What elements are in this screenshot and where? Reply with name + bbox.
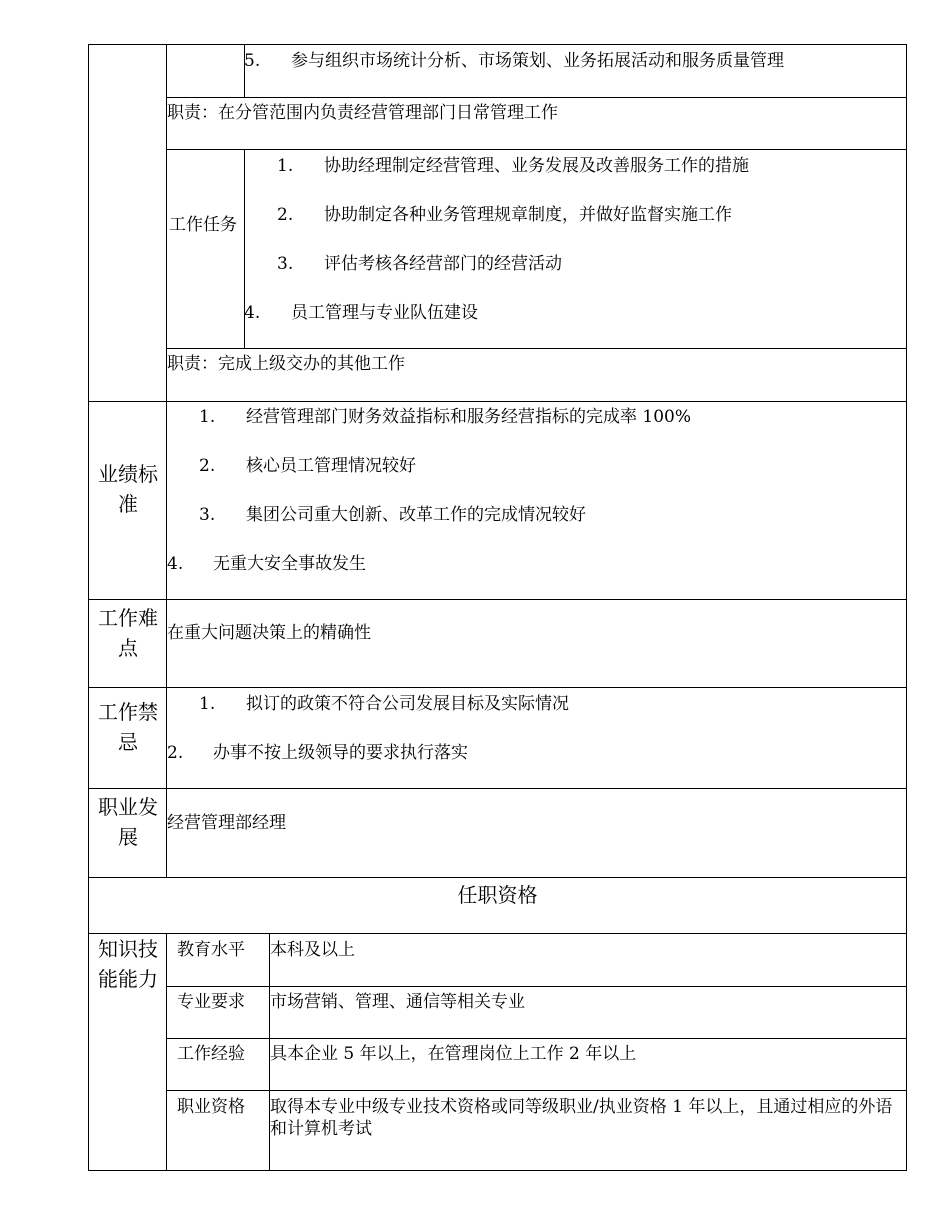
qualification-row-value: 取得本专业中级专业技术资格或同等级职业/执业资格 1 年以上，且通过相应的外语和计算机考试 [270, 1097, 893, 1139]
taboo-number: 2. [167, 743, 184, 763]
taboo-number: 1. [199, 694, 216, 714]
performance-number: 2. [199, 456, 216, 476]
qualification-row-value: 市场营销、管理、通信等相关专业 [270, 992, 525, 1012]
performance-number: 4. [167, 554, 184, 574]
task-number: 1. [277, 156, 294, 176]
label-column-divider-2 [166, 934, 167, 1171]
qualification-title: 任职资格 [457, 883, 538, 907]
row-divider [88, 599, 907, 600]
row-divider [166, 1090, 907, 1091]
table-border-bottom [88, 1170, 907, 1171]
qualification-row-label: 专业要求 [177, 992, 245, 1012]
task-text: 协助经理制定经营管理、业务发展及改善服务工作的措施 [324, 156, 749, 176]
row-divider [166, 97, 907, 98]
row-divider [88, 933, 907, 934]
task-number: 3. [277, 254, 294, 274]
taboo-label: 工作禁忌 [98, 700, 158, 754]
qualification-group-label: 知识技能能力 [98, 937, 158, 991]
task-label: 工作任务 [169, 215, 237, 235]
qualification-row-label: 职业资格 [177, 1097, 245, 1117]
row-divider [88, 687, 907, 688]
task-5-text: 参与组织市场统计分析、市场策划、业务拓展活动和服务质量管理 [291, 51, 784, 71]
career-label: 职业发展 [98, 795, 158, 849]
qualification-row-value: 本科及以上 [270, 940, 355, 960]
row-divider [166, 986, 907, 987]
table-border-right [906, 44, 907, 1171]
task-5-number: 5. [244, 51, 261, 71]
table-border-left [88, 44, 89, 1171]
task-number: 4. [244, 303, 261, 323]
taboo-item: 拟订的政策不符合公司发展目标及实际情况 [246, 694, 569, 714]
row-divider [88, 877, 907, 878]
task-text: 协助制定各种业务管理规章制度，并做好监督实施工作 [324, 205, 732, 225]
task-text: 评估考核各经营部门的经营活动 [324, 254, 562, 274]
qualification-row-value: 具本企业 5 年以上，在管理岗位上工作 2 年以上 [270, 1044, 637, 1064]
difficulty-label: 工作难点 [98, 606, 158, 660]
qualification-row-label: 教育水平 [177, 940, 245, 960]
performance-label: 业绩标准 [98, 462, 158, 516]
task-text: 员工管理与专业队伍建设 [291, 303, 478, 323]
performance-item: 无重大安全事故发生 [213, 554, 366, 574]
difficulty-text: 在重大问题决策上的精确性 [167, 623, 371, 643]
performance-item: 经营管理部门财务效益指标和服务经营指标的完成率 100% [246, 407, 692, 427]
performance-item: 集团公司重大创新、改革工作的完成情况较好 [246, 505, 586, 525]
performance-item: 核心员工管理情况较好 [246, 456, 416, 476]
duty-text: 职责：完成上级交办的其他工作 [167, 354, 405, 374]
row-divider [88, 401, 907, 402]
qualification-row-label: 工作经验 [177, 1044, 245, 1064]
taboo-item: 办事不按上级领导的要求执行落实 [213, 743, 468, 763]
row-divider [166, 149, 907, 150]
row-divider [166, 1038, 907, 1039]
row-divider [88, 788, 907, 789]
row-divider [166, 348, 907, 349]
performance-number: 3. [199, 505, 216, 525]
table-border-top [88, 44, 907, 45]
duty-text: 职责：在分管范围内负责经营管理部门日常管理工作 [167, 103, 558, 123]
performance-number: 1. [199, 407, 216, 427]
task-number: 2. [277, 205, 294, 225]
career-text: 经营管理部经理 [167, 813, 286, 833]
